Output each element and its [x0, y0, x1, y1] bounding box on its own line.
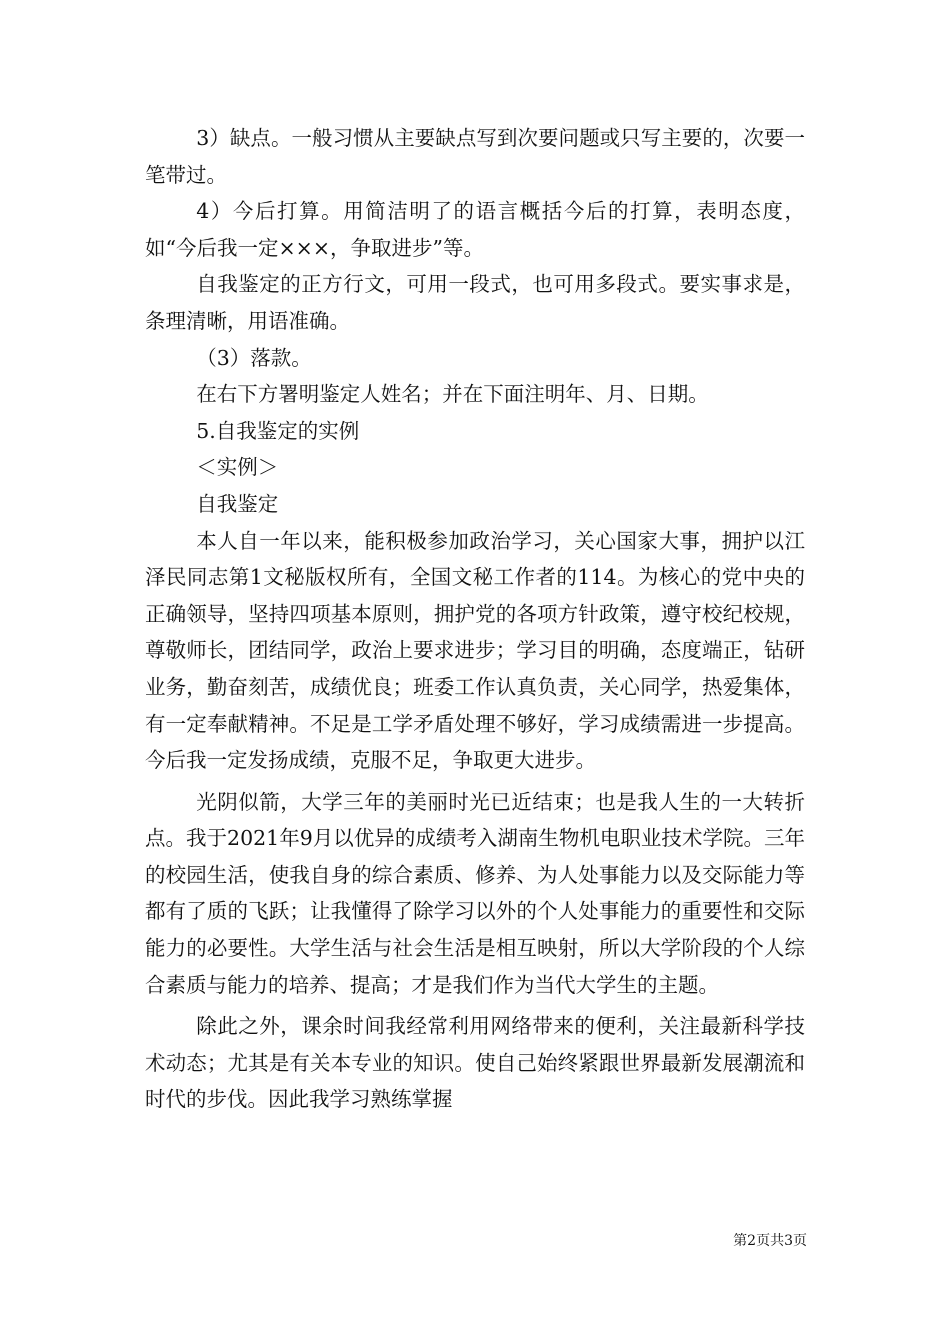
paragraph-example-body: 本人自一年以来，能积极参加政治学习，关心国家大事，拥护以江泽民同志第1文秘版权所有，全国文秘工作者的114。为核心的党中央的正确领导，坚持四项基本原则，拥护党的各项方针政策，遵守校纪校规，尊敬师长，团结同学，政治上要求进步；学习目的明确，态度端正，钻研业务，勤奋刻苦，成绩优良；班委工作认真负责，关心同学，热爱集体，有一定奉献精神。不足是工学矛盾处理不够好，学习成绩需进一步提高。今后我一定发扬成绩，克服不足，争取更大进步。: [145, 528, 805, 773]
example-title: 自我鉴定: [196, 491, 279, 516]
page-number: 第2页共3页: [733, 1233, 807, 1249]
paragraph-body-format: 自我鉴定的正方行文，可用一段式，也可用多段式。要实事求是，条理清晰，用语准确。: [145, 272, 805, 333]
document-body: [145, 120, 805, 1118]
paragraph-college-life: 光阴似箭，大学三年的美丽时光已近结束；也是我人生的一大转折点。我于2021年9月以优异的成绩考入湖南生物机电职业技术学院。三年的校园生活，使我自身的综合素质、修养、为人处事能力以及交际能力等都有了质的飞跃；让我懂得了除学习以外的个人处事能力的重要性和交际能力的必要性。大学生活与社会生活是相互映射，所以大学阶段的个人综合素质与能力的培养、提高；才是我们作为当代大学生的主题。: [145, 789, 805, 997]
paragraph-shortcomings: 3）缺点。一般习惯从主要缺点写到次要问题或只写主要的，次要一笔带过。: [145, 126, 805, 187]
paragraph-future-plans: 4）今后打算。用简洁明了的语言概括今后的打算，表明态度，如“今后我一定×××，争取进步”等。: [145, 199, 805, 260]
paragraph-extracurricular: 除此之外，课余时间我经常利用网络带来的便利，关注最新科学技术动态；尤其是有关本专业的知识。使自己始终紧跟世界最新发展潮流和时代的步伐。因此我学习熟练掌握: [145, 1014, 805, 1112]
example-label: ＜实例＞: [196, 455, 279, 480]
section-heading-example: 5.自我鉴定的实例: [196, 418, 360, 443]
paragraph-signature-heading: （3）落款。: [196, 345, 312, 370]
paragraph-signature-instructions: 在右下方署明鉴定人姓名；并在下面注明年、月、日期。: [196, 382, 709, 407]
